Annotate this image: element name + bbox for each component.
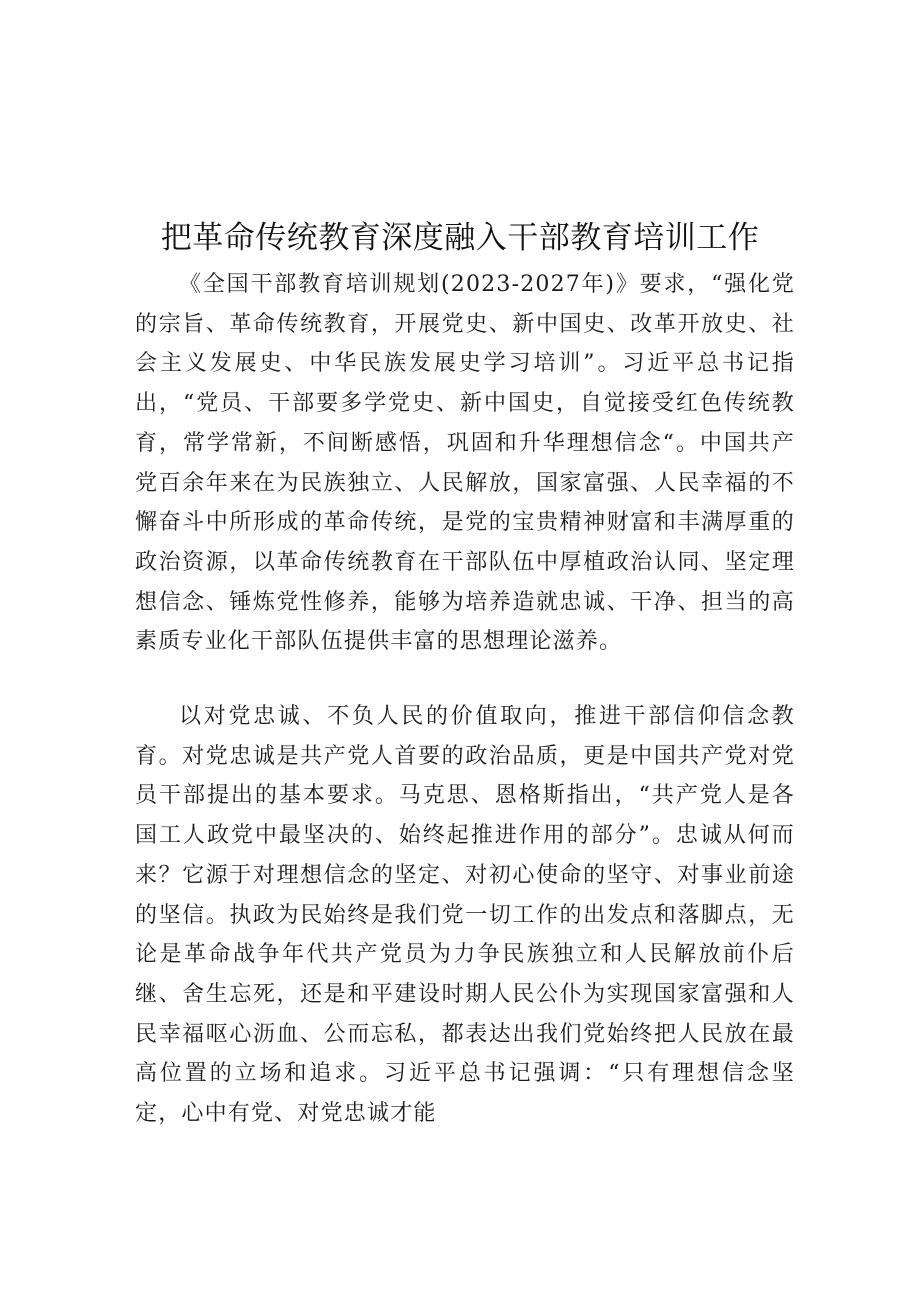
paragraph-1: 《全国干部教育培训规划(2023-2027年)》要求，“强化党的宗旨、革命传统教育，开展党史、新中国史、改革开放史、社会主义发展史、中华民族发展史学习培训”。习近平总书记指出，“党员、干部要多学党史、新中国史，自觉接受红色传统教育，常学常新，不间断感悟，巩固和升华理想信念“。中国共产党百余年来在为民族独立、人民解放，国家富强、人民幸福的不懈奋斗中所形成的革命传统，是党的宝贵精神财富和丰满厚重的政治资源，以革命传统教育在干部队伍中厚植政治认同、坚定理想信念、锤炼党性修养，能够为培养造就忠诚、干净、担当的高素质专业化干部队伍提供丰富的思想理论滋养。 <box>135 272 795 655</box>
paragraph-2: 以对党忠诚、不负人民的价值取向，推进干部信仰信念教育。对党忠诚是共产党人首要的政治品质，更是中国共产党对党员干部提出的基本要求。马克思、恩格斯指出，“共产党人是各国工人政党中最坚决的、始终起推进作用的部分”。忠诚从何而来？它源于对理想信念的坚定、对初心使命的坚守、对事业前途的坚信。执政为民始终是我们党一切工作的出发点和落脚点，无论是革命战争年代共产党员为力争民族独立和人民解放前仆后继、舍生忘死，还是和平建设时期人民公仆为实现国家富强和人民幸福呕心沥血、公而忘私，都表达出我们党始终把人民放在最高位置的立场和追求。习近平总书记强调：“只有理想信念坚定，心中有党、对党忠诚才能 <box>135 704 795 1127</box>
document-title: 把革命传统教育深度融入干部教育培训工作 <box>160 220 760 256</box>
